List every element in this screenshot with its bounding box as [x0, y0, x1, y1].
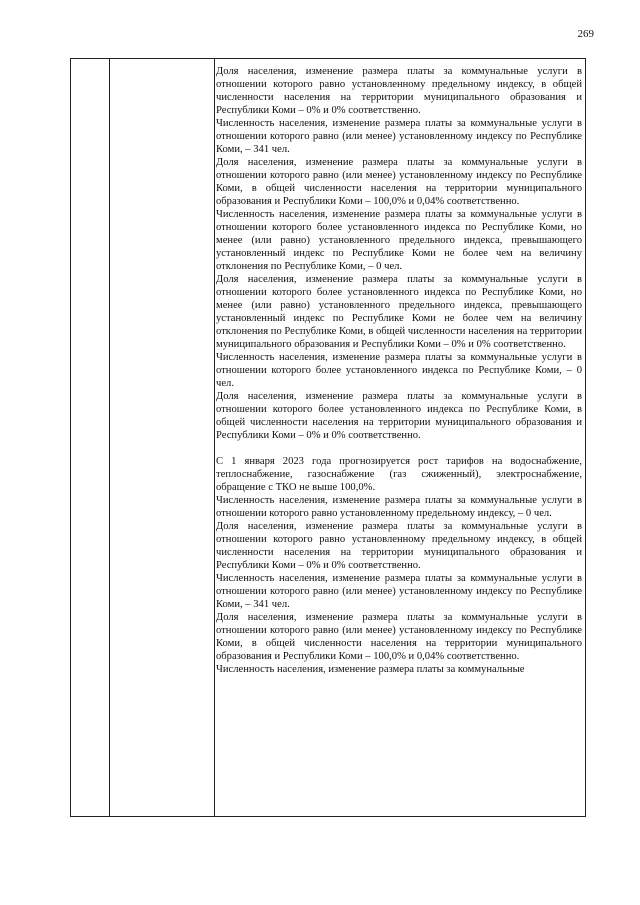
paragraph: Численность населения, изменение размера платы за коммунальные услуги в отношении которого равно (или менее) установленному индексу по Республике Коми, – 341 чел. [216, 573, 582, 610]
paragraph: Доля населения, изменение размера платы за коммунальные услуги в отношении которого равно (или менее) установленному индексу по Республике Коми, в общей численности населения на территории муниципального образования и Республики Коми – 100,0% и 0,04% соответственно. [216, 612, 582, 662]
paragraph: Доля населения, изменение размера платы за коммунальные услуги в отношении которого равно (или менее) установленному индексу по Республике Коми, в общей численности населения на территории муниципального образования и Республики Коми – 100,0% и 0,04% соответственно. [216, 157, 582, 207]
paragraph-gap [216, 442, 582, 455]
paragraph: Доля населения, изменение размера платы за коммунальные услуги в отношении которого равно установленному предельному индексу, в общей численности населения на территории муниципального образования и Республики Коми – 0% и 0% соответственно. [216, 521, 582, 571]
paragraph: Численность населения, изменение размера платы за коммунальные услуги в отношении которого равно установленному предельному индексу, – 0 чел. [216, 495, 582, 519]
paragraph: Доля населения, изменение размера платы за коммунальные услуги в отношении которого равно установленному предельному индексу, в общей численности населения на территории муниципального образования и Республики Коми – 0% и 0% соответственно. [216, 66, 582, 116]
table-cell-text [216, 65, 582, 676]
column-divider-2 [214, 59, 215, 816]
column-divider-1 [109, 59, 110, 816]
paragraph: С 1 января 2023 года прогнозируется рост тарифов на водоснабжение, теплоснабжение, газоснабжение (газ сжиженный), электроснабжение, обращение с ТКО не выше 100,0%. [216, 456, 582, 493]
paragraph: Численность населения, изменение размера платы за коммунальные услуги в отношении которого более установленного индекса по Республике Коми, но менее (или равно) установленного предельного индекса, превышающего установленный индекс по Республике Коми не более чем на величину отклонения по Республике Коми, – 0 чел. [216, 209, 582, 272]
paragraph: Численность населения, изменение размера платы за коммунальные услуги в отношении которого равно (или менее) установленному индексу по Республике Коми, – 341 чел. [216, 118, 582, 155]
document-table [70, 58, 586, 817]
page-number: 269 [577, 28, 594, 40]
paragraph: Доля населения, изменение размера платы за коммунальные услуги в отношении которого более установленного индекса по Республике Коми, в общей численности населения на территории муниципального образования и Республики Коми – 0% и 0% соответственно. [216, 391, 582, 441]
paragraph: Численность населения, изменение размера платы за коммунальные [216, 664, 525, 675]
paragraph: Численность населения, изменение размера платы за коммунальные услуги в отношении которого более установленного индекса по Республике Коми, – 0 чел. [216, 352, 582, 389]
paragraph: Доля населения, изменение размера платы за коммунальные услуги в отношении которого более установленного индекса по Республике Коми, но менее (или равно) установленного предельного индекса, превышающего установленный индекс по Республике Коми не более чем на величину отклонения по Республике Коми, в общей численности населения на территории муниципального образования и Республики Коми – 0% и 0% соответственно. [216, 274, 582, 350]
